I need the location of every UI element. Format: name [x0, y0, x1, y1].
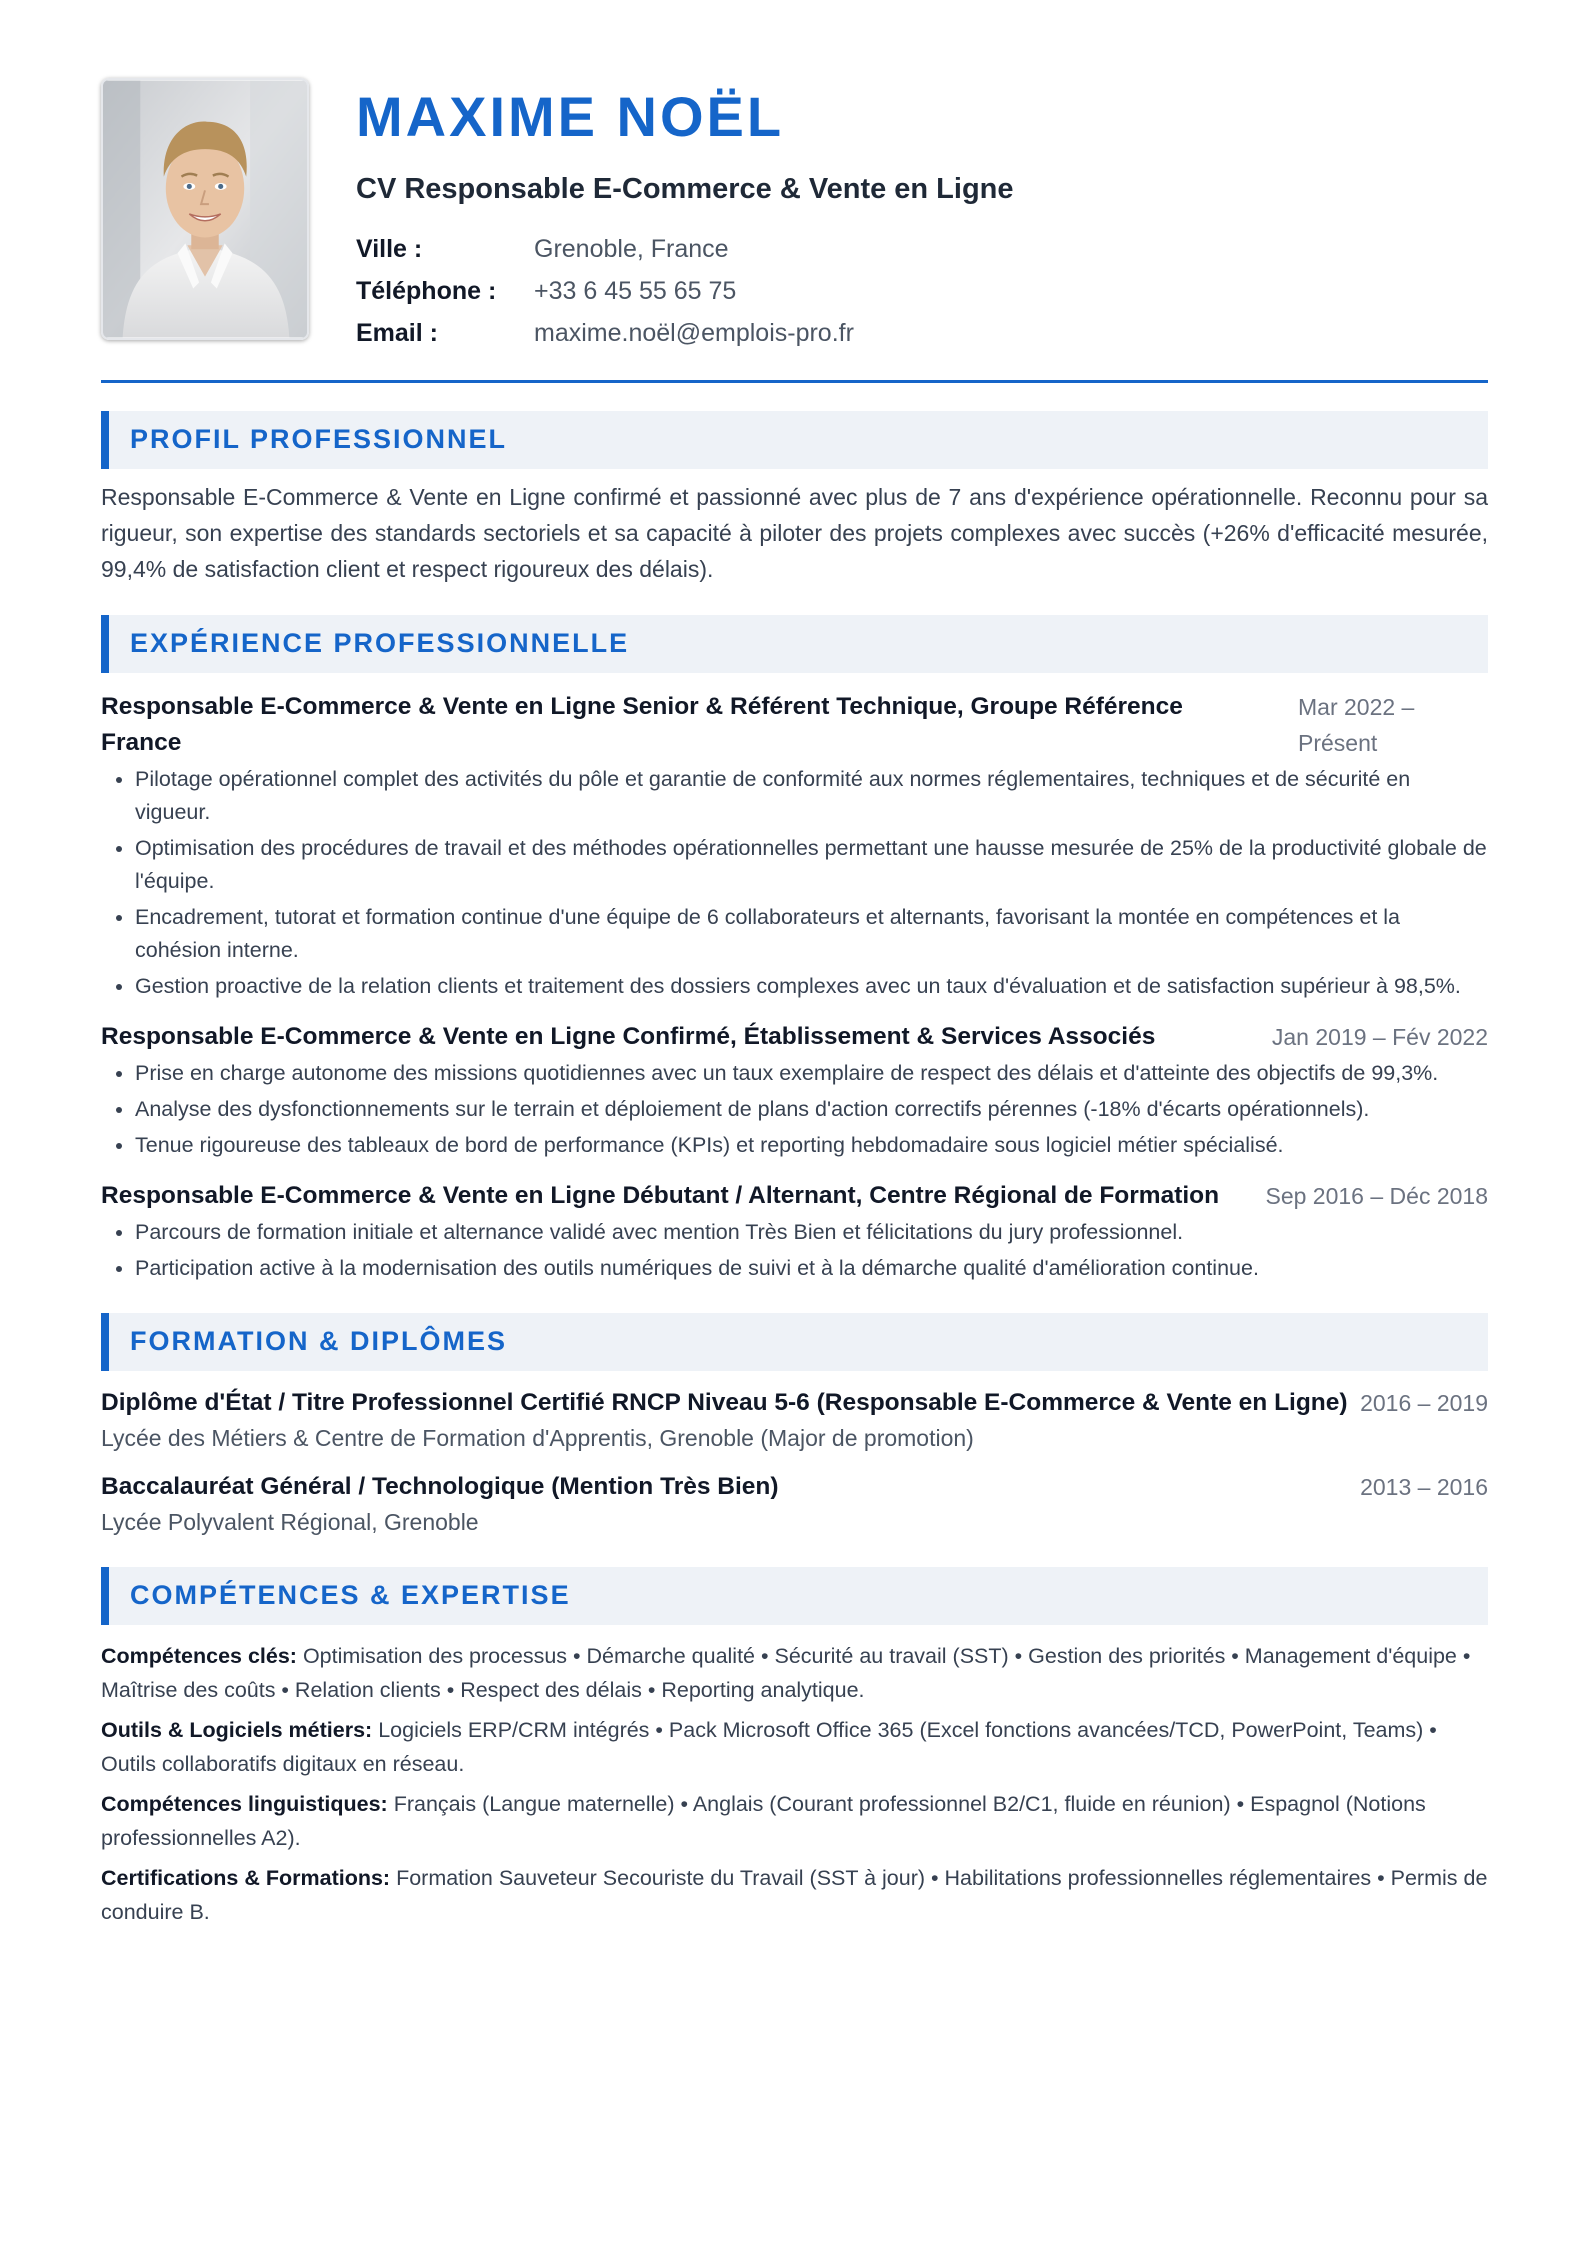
skill-line: [101, 1713, 1488, 1781]
section-header-skills: [101, 1567, 1488, 1625]
skill-value: Optimisation des processus • Démarche qualité • Sécurité au travail (SST) • Gestion des priorités • Management d'équipe • Maîtrise des coûts • Relation clients • Respect des délais • Reporting analytique.: [101, 1643, 1471, 1702]
job-entry: [101, 689, 1488, 1003]
section-title: EXPÉRIENCE PROFESSIONNELLE: [130, 628, 630, 659]
degree-title: Baccalauréat Général / Technologique (Mention Très Bien): [101, 1472, 779, 1500]
job-date: Sep 2016 – Déc 2018: [1265, 1182, 1488, 1209]
degree-title: Diplôme d'État / Titre Professionnel Certifié RNCP Niveau 5-6 (Responsable E-Commerce & Vente en Ligne): [101, 1388, 1348, 1416]
job-entry: [101, 1178, 1488, 1285]
skill-value: Logiciels ERP/CRM intégrés • Pack Microsoft Office 365 (Excel fonctions avancées/TCD, PowerPoint, Teams) • Outils collaboratifs digitaux en réseau.: [101, 1717, 1437, 1776]
contact-details: [356, 228, 1014, 354]
portrait-image: [103, 80, 307, 338]
job-header: [101, 1019, 1488, 1055]
skill-line: [101, 1639, 1488, 1707]
skill-key: Compétences linguistiques:: [101, 1791, 388, 1816]
list-item: • Analyse des dysfonctionnements sur le terrain et déploiement de plans d'action correctifs pérennes (-18% d'écarts opérationnels).: [135, 1093, 1488, 1126]
section-title: FORMATION & DIPLÔMES: [130, 1326, 507, 1357]
list-item: • Parcours de formation initiale et alternance validé avec mention Très Bien et félicitations du jury professionnel.: [135, 1216, 1488, 1249]
skill-key: Certifications & Formations:: [101, 1865, 391, 1890]
contact-row-phone: [356, 270, 1014, 312]
contact-value: +33 6 45 55 65 75: [534, 276, 737, 305]
contact-label: Ville :: [356, 234, 423, 263]
contact-label: Email :: [356, 318, 438, 347]
list-item: • Tenue rigoureuse des tableaux de bord de performance (KPIs) et reporting hebdomadaire sous logiciel métier spécialisé.: [135, 1129, 1488, 1162]
education-entry: [101, 1385, 1488, 1455]
header-text: [356, 78, 1014, 354]
section-header-education: [101, 1313, 1488, 1371]
job-title: Responsable E-Commerce & Vente en Ligne Confirmé, Établissement & Services Associés: [101, 1022, 1156, 1050]
skill-value: Français (Langue maternelle) • Anglais (Courant professionnel B2/C1, fluide en réunion) • Espagnol (Notions professionnelles A2).: [101, 1791, 1426, 1850]
section-header-experience: [101, 615, 1488, 673]
skill-value: Formation Sauveteur Secouriste du Travail (SST à jour) • Habilitations professionnelles réglementaires • Permis de conduire B.: [101, 1865, 1488, 1924]
education-header: [101, 1469, 1488, 1505]
job-bullets: [101, 1216, 1488, 1285]
skill-line: [101, 1787, 1488, 1855]
job-date: Jan 2019 – Fév 2022: [1271, 1023, 1488, 1050]
list-item: • Prise en charge autonome des missions quotidiennes avec un taux exemplaire de respect des délais et d'atteinte des objectifs de 99,3%.: [135, 1057, 1488, 1090]
list-item: • Participation active à la modernisation des outils numériques de suivi et à la démarche qualité d'amélioration continue.: [135, 1252, 1488, 1285]
section-title: COMPÉTENCES & EXPERTISE: [130, 1580, 571, 1611]
school-name: Lycée des Métiers & Centre de Formation d'Apprentis, Grenoble (Major de promotion): [101, 1424, 974, 1451]
job-bullets: [101, 763, 1488, 1003]
skill-key: Compétences clés:: [101, 1643, 297, 1668]
list-item: • Optimisation des procédures de travail et des méthodes opérationnelles permettant une hausse mesurée de 25% de la productivité globale de l'équipe.: [135, 832, 1488, 898]
skill-line: [101, 1861, 1488, 1929]
contact-row-city: [356, 228, 1014, 270]
job-header: [101, 1178, 1488, 1214]
contact-value: Grenoble, France: [534, 234, 729, 263]
job-date: Mar 2022 – Présent: [1298, 693, 1415, 756]
resume-header: [101, 78, 1488, 354]
school-name: Lycée Polyvalent Régional, Grenoble: [101, 1508, 479, 1535]
section-title: PROFIL PROFESSIONNEL: [130, 424, 508, 455]
section-header-profile: [101, 411, 1488, 469]
job-title: Responsable E-Commerce & Vente en Ligne Senior & Référent Technique, Groupe Référence France: [101, 692, 1183, 756]
job-title: Responsable E-Commerce & Vente en Ligne Débutant / Alternant, Centre Régional de Formation: [101, 1181, 1220, 1209]
job-header: [101, 689, 1488, 761]
list-item: • Pilotage opérationnel complet des activités du pôle et garantie de conformité aux normes réglementaires, techniques et de sécurité en vigueur.: [135, 763, 1488, 829]
education-entry: [101, 1469, 1488, 1539]
list-item: • Gestion proactive de la relation clients et traitement des dossiers complexes avec un taux d'évaluation et de satisfaction supérieur à 98,5%.: [135, 970, 1488, 1003]
list-item: • Encadrement, tutorat et formation continue d'une équipe de 6 collaborateurs et alternants, favorisant la montée en compétences et la cohésion interne.: [135, 901, 1488, 967]
skill-key: Outils & Logiciels métiers:: [101, 1717, 373, 1742]
profile-summary: Responsable E-Commerce & Vente en Ligne confirmé et passionné avec plus de 7 ans d'expérience opérationnelle. Reconnu pour sa rigueur, son expertise des standards sectoriels et sa capacité à piloter des projets complexes avec succès (+26% d'efficacité mesurée, 99,4% de satisfaction client et respect rigoureux des délais).: [101, 483, 1488, 582]
degree-date: 2016 – 2019: [1360, 1389, 1488, 1416]
education-header: [101, 1385, 1488, 1421]
job-bullets: [101, 1057, 1488, 1162]
job-entry: [101, 1019, 1488, 1162]
candidate-name: MAXIME NOËL: [356, 85, 785, 148]
contact-value: maxime.noël@emplois-pro.fr: [534, 318, 854, 347]
contact-row-email: [356, 312, 1014, 354]
header-divider: [101, 380, 1488, 383]
profile-photo: [101, 78, 309, 340]
degree-date: 2013 – 2016: [1360, 1473, 1488, 1500]
cv-subtitle: CV Responsable E-Commerce & Vente en Ligne: [356, 172, 1014, 205]
contact-label: Téléphone :: [356, 276, 497, 305]
